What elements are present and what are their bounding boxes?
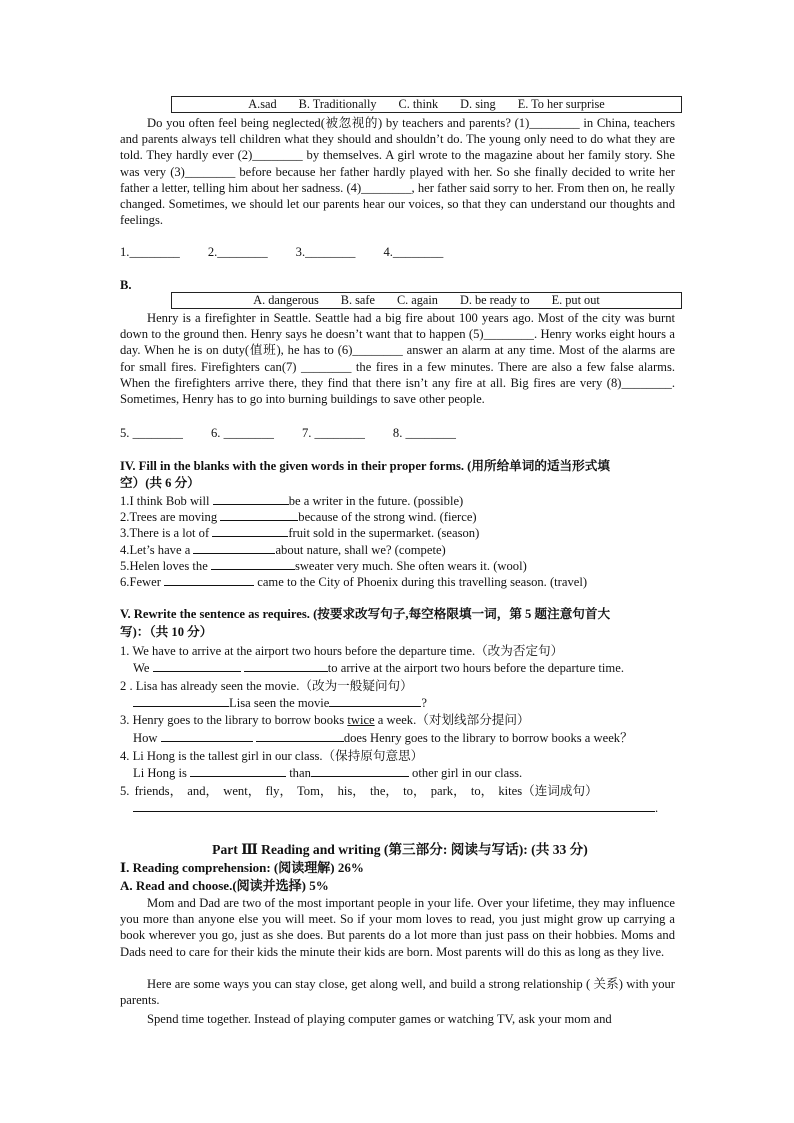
word-option: C. again <box>396 293 438 307</box>
answer-row-b <box>120 426 456 441</box>
reading-paragraph-3: Spend time together. Instead of playing computer games or watching TV, ask your mom and <box>147 1012 612 1026</box>
section-v-title: V. Rewrite the sentence as requires. (按要求改写句子,每空格限填一词，第 5 题注意句首大 <box>120 607 611 621</box>
word-option: A.sad <box>248 97 277 111</box>
question-text: 3. Henry goes to the library to borrow books <box>120 713 348 727</box>
answer-text: . <box>655 801 659 815</box>
rewrite-q2-answer <box>133 695 693 711</box>
word-option: B. Traditionally <box>298 97 377 111</box>
rewrite-q3-answer <box>133 730 693 746</box>
item-text: fruit sold in the supermarket. (season) <box>288 526 480 540</box>
word-option: E. put out <box>551 293 600 307</box>
item-text: 1.I think Bob will <box>120 494 213 508</box>
answer-text: than <box>289 766 311 780</box>
item-text: 4.Let’s have a <box>120 543 194 557</box>
section-iv-title: IV. Fill in the blanks with the given words in their proper forms. (用所给单词的适当形式填 <box>120 459 610 473</box>
part-3-title: Part Ⅲ Reading and writing (第三部分: 阅读与写话): (共 33 分) <box>212 842 588 857</box>
reading-comprehension-heading: Ⅰ. Reading comprehension: (阅读理解) 26% <box>120 860 364 875</box>
answer-blank[interactable] <box>190 765 286 777</box>
item-text: sweater very much. She often wears it. (wool) <box>294 559 527 573</box>
item-text: because of the strong wind. (fierce) <box>298 510 477 524</box>
fill-blank[interactable] <box>220 509 298 521</box>
answer-blank[interactable] <box>256 730 344 742</box>
passage-a-part1: Do you often feel being neglected( <box>147 116 325 130</box>
answer-blank[interactable]: 7. ________ <box>301 426 365 440</box>
fill-item-2 <box>120 509 680 525</box>
passage-b: Henry is a firefighter in Seattle. Seattle had a big fire about 100 years ago. Most of the city was burnt down to the ground then. Henry says he doesn’t want that to happen (5)________. Henry works eight hours a day. When he is on duty(值班), he has to (6)________ answer an alarm at any time. Most of the alarms are for small fires. Firefighters can(7) ________ the fires in a few minutes. There are also a few false alarms. When the firefighters arrive there, they find that there isn’t any fire at all. Big fires are very (8)________. Sometimes, Henry has to go into burning buildings to save other people. <box>120 311 675 407</box>
item-text: came to the City of Phoenix during this travelling season. (travel) <box>254 575 588 589</box>
rewrite-q2: 2 . Lisa has already seen the movie.（改为一般疑问句） <box>120 679 413 693</box>
question-text: a week.（对划线部分提问） <box>374 713 530 727</box>
answer-text: We <box>133 661 150 675</box>
reading-paragraph-1: Mom and Dad are two of the most important people in your life. Over your lifetime, they may influence you more than anyone else you will meet. So if your mom loves to read, you just might grow up carrying a book wherever you go, just as she does. But parents do a lot more than just pass on their hobbies. Moms and Dads need to care for their kids the minute their kids are born. Most parents will do this as long as they live. <box>120 896 675 959</box>
fill-item-3 <box>120 525 680 541</box>
rewrite-q1-answer <box>133 660 693 676</box>
word-option: B. safe <box>340 293 375 307</box>
fill-blank[interactable] <box>164 574 254 586</box>
fill-blank[interactable] <box>193 542 275 554</box>
answer-blank[interactable] <box>311 765 409 777</box>
passage-a-part2: ) by teachers and parents? (1)________ in China, teachers and parents always tell children what they should and shouldn’t do. The young only need to do what they are told. They hardly ever (2)________ by themselves. A girl wrote to the magazine about her family story. She was very (3)________ before because her father hardly played with her. So she finally decided to write her father a letter, telling him about her sadness. (4)________, her father said sorry to her. From then on, he really changed. Sometimes, we should let our parents hear our voices, so that they can understand our thoughts and feelings. <box>120 116 676 228</box>
answer-blank[interactable]: 5. ________ <box>120 426 183 440</box>
word-bank-a <box>171 96 682 113</box>
item-text: 3.There is a lot of <box>120 526 213 540</box>
item-text: 5.Helen loves the <box>120 559 211 573</box>
word-option: E. To her surprise <box>517 97 605 111</box>
answer-blank[interactable] <box>133 695 229 707</box>
answer-text: to arrive at the airport two hours before the departure time. <box>327 661 624 675</box>
fill-item-4 <box>120 542 680 558</box>
answer-text: other girl in our class. <box>412 766 523 780</box>
rewrite-q4: 4. Li Hong is the tallest girl in our class.（保持原句意思） <box>120 749 424 763</box>
answer-blank[interactable] <box>329 695 421 707</box>
answer-blank[interactable]: 8. ________ <box>392 426 456 440</box>
answer-blank[interactable]: 4.________ <box>383 245 444 259</box>
answer-blank[interactable] <box>133 800 655 812</box>
answer-blank[interactable]: 1.________ <box>120 245 180 259</box>
item-text: 2.Trees are moving <box>120 510 221 524</box>
fill-item-5 <box>120 558 680 574</box>
answer-text: does Henry goes to the library to borrow books a week？ <box>343 731 633 745</box>
word-option: C. think <box>398 97 439 111</box>
rewrite-q3 <box>120 712 680 728</box>
answer-blank[interactable] <box>244 660 328 672</box>
fill-blank[interactable] <box>213 493 289 505</box>
section-v-title-cont: 写)：（共 10 分） <box>120 625 213 639</box>
section-b-label: B. <box>120 278 132 292</box>
word-option: A. dangerous <box>253 293 319 307</box>
rewrite-q5: 5. friends， and， went， fly， Tom， his， the， to， park， to， kites（连词成句） <box>120 784 598 798</box>
fill-item-1 <box>120 493 680 509</box>
rewrite-q4-answer <box>133 765 693 781</box>
answer-blank[interactable]: 2.________ <box>207 245 268 259</box>
answer-row-a <box>120 245 443 260</box>
passage-a-cn: 被忽视的 <box>324 116 378 130</box>
section-iv-title-cont: 空）(共 6 分） <box>120 476 200 490</box>
fill-blank[interactable] <box>211 558 295 570</box>
answer-blank[interactable] <box>161 730 253 742</box>
word-option: D. be ready to <box>459 293 530 307</box>
answer-blank[interactable]: 3.________ <box>295 245 356 259</box>
fill-item-6 <box>120 574 680 590</box>
item-text: be a writer in the future. (possible) <box>288 494 464 508</box>
rewrite-q5-answer <box>133 800 693 816</box>
underlined-word: twice <box>347 713 375 727</box>
rewrite-q1: 1. We have to arrive at the airport two hours before the departure time.（改为否定句） <box>120 644 564 658</box>
answer-blank[interactable]: 6. ________ <box>210 426 274 440</box>
fill-blank[interactable] <box>212 525 288 537</box>
answer-text: Lisa seen the movie <box>229 696 330 710</box>
answer-text: ? <box>421 696 427 710</box>
answer-text: Li Hong is <box>133 766 187 780</box>
item-text: about nature, shall we? (compete) <box>275 543 446 557</box>
passage-a <box>120 115 675 228</box>
answer-blank[interactable] <box>153 660 241 672</box>
item-text: 6.Fewer <box>120 575 165 589</box>
read-and-choose-heading: A. Read and choose.(阅读并选择) 5% <box>120 878 329 893</box>
word-option: D. sing <box>460 97 496 111</box>
word-bank-b <box>171 292 682 309</box>
reading-paragraph-2: Here are some ways you can stay close, get along well, and build a strong relationship ( 关系) with your parents. <box>120 977 675 1008</box>
answer-text: How <box>133 731 158 745</box>
